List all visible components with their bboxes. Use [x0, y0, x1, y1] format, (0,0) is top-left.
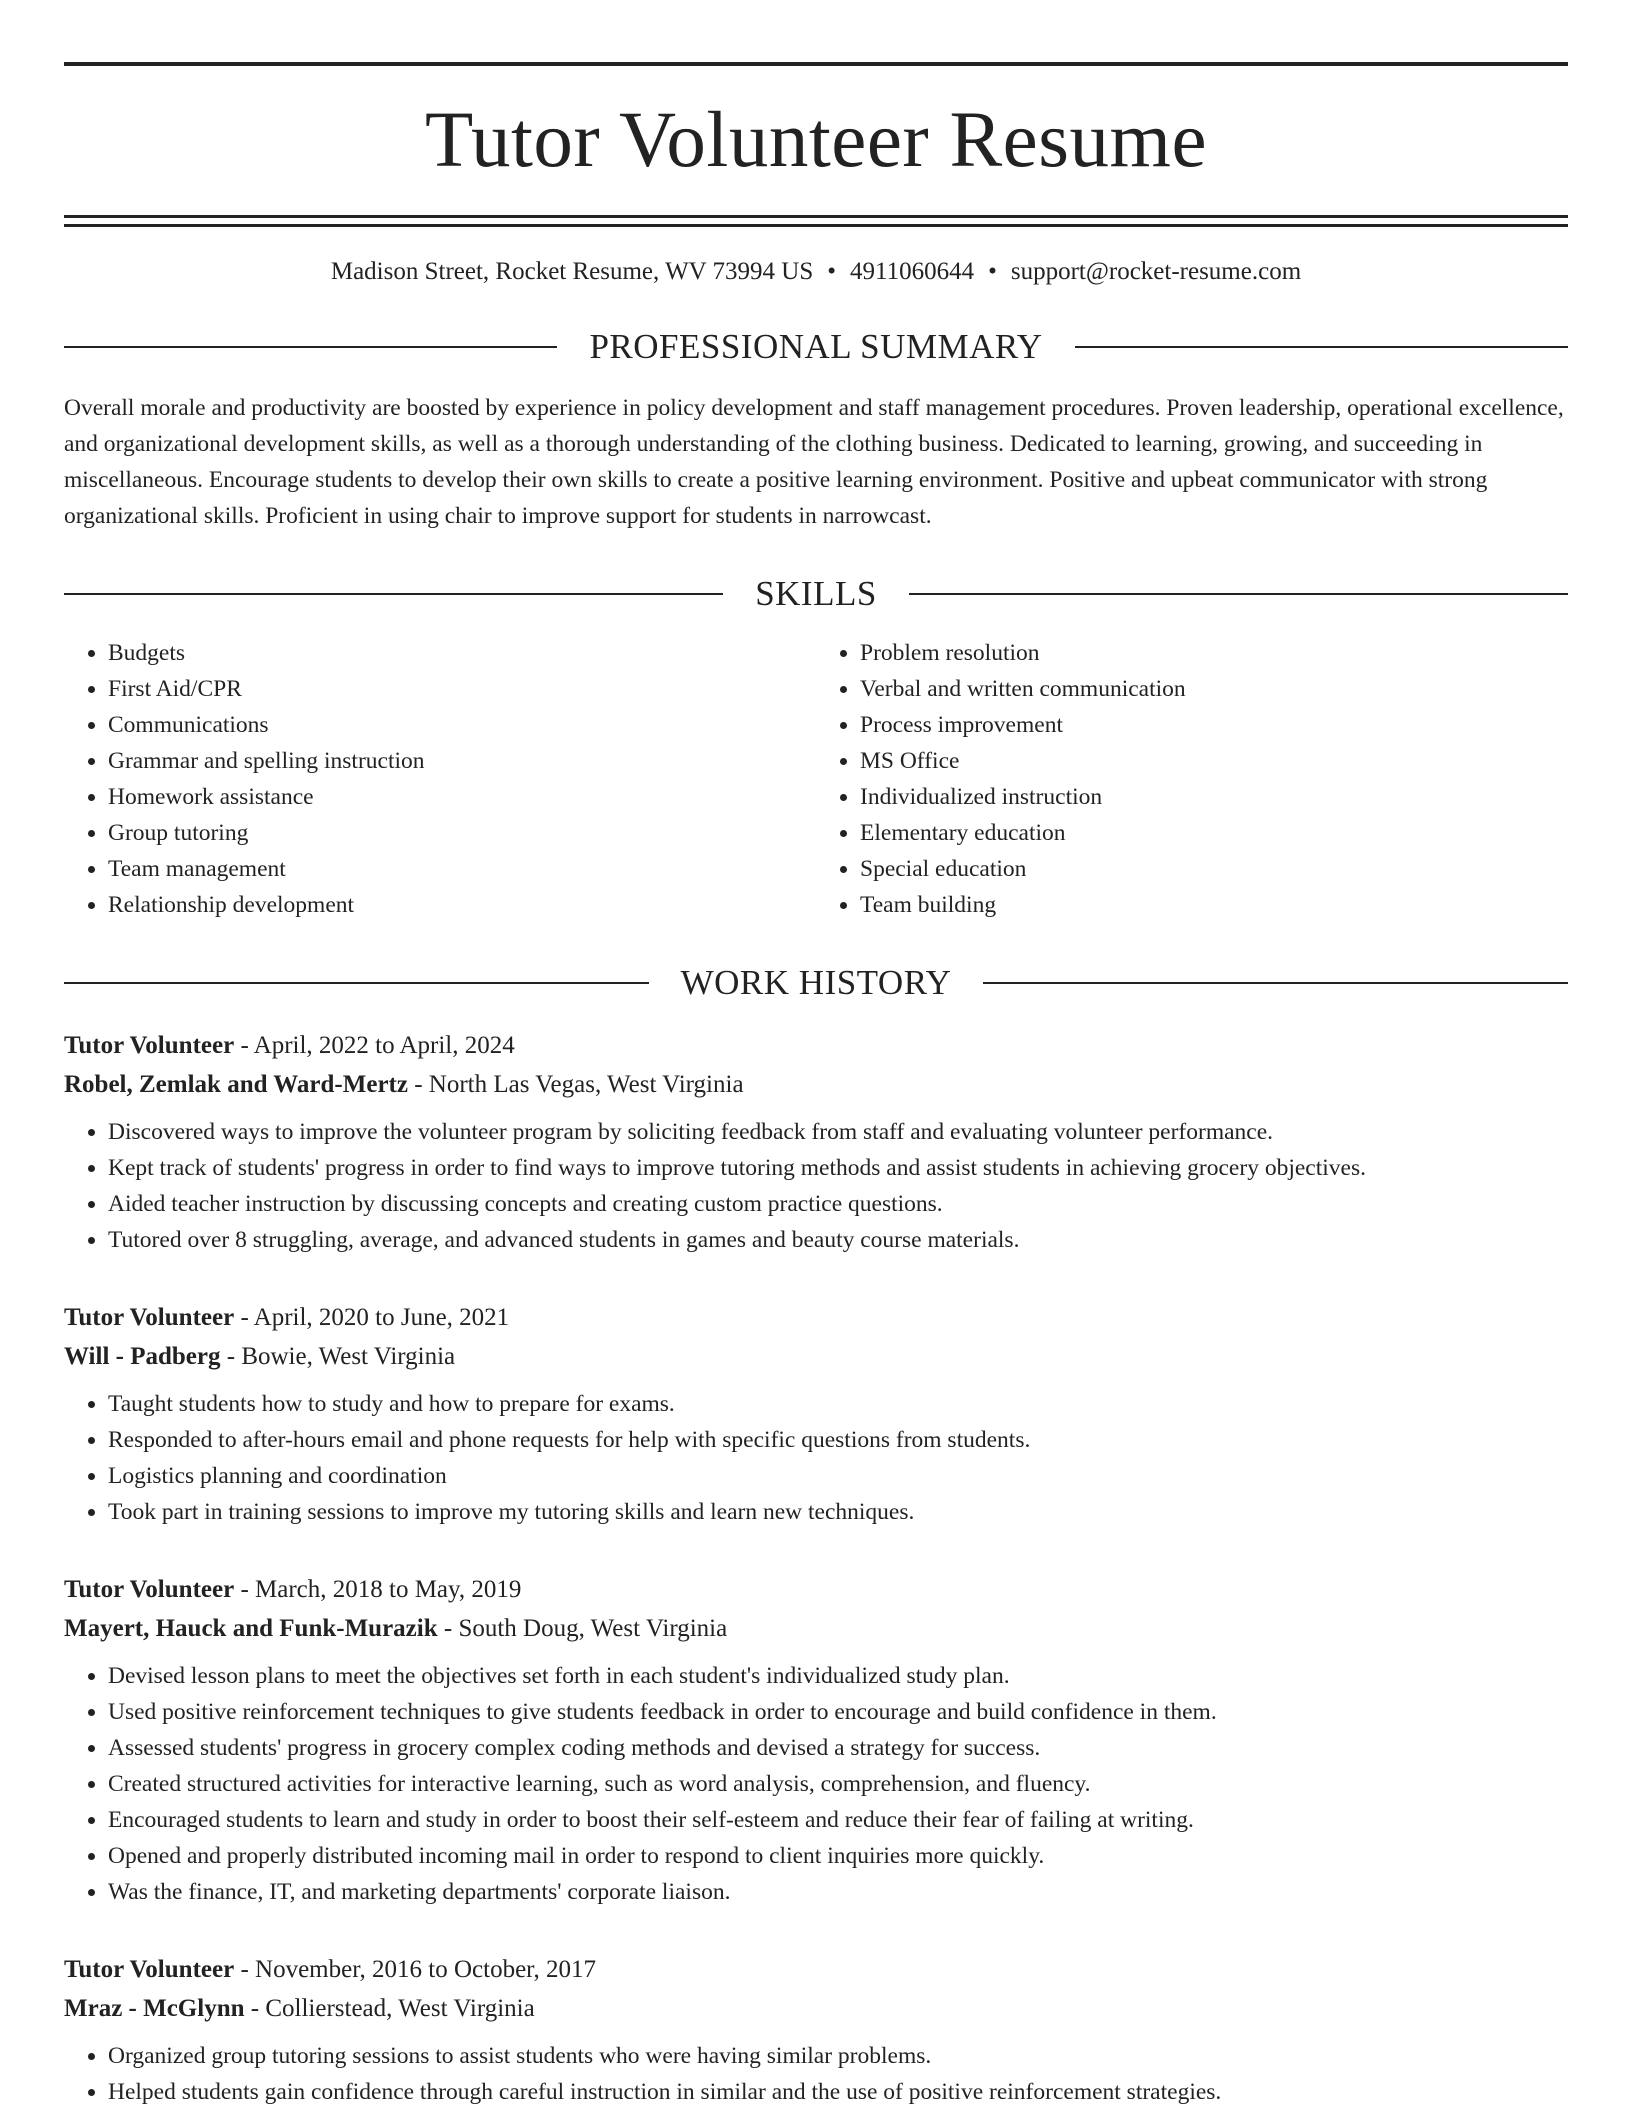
title-rule-upper [64, 215, 1568, 218]
skill-item: • Process improvement [860, 707, 1568, 743]
job-dash: - [234, 1576, 256, 1603]
contact-address: Madison Street, Rocket Resume, WV 73994 US [330, 258, 814, 285]
job-bullets [64, 1114, 1568, 1258]
job-title: Tutor Volunteer [64, 1576, 235, 1603]
job-title: Tutor Volunteer [64, 1304, 235, 1331]
skills-list-left [64, 635, 816, 923]
job-company: Robel, Zemlak and Ward-Mertz [64, 1071, 408, 1098]
summary-text: Overall morale and productivity are boosted by experience in policy development and staff management procedures. Proven leadership, operational excellence, and organizational development skills, as well as a thorough understanding of the clothing business. Dedicated to learning, growing, and succeeding in miscellaneous. Encourage students to develop their own skills to create a positive learning environment. Positive and upbeat communicator with strong organizational skills. Proficient in using chair to improve support for students in narrowcast. [64, 395, 1564, 529]
skills-heading [64, 576, 1568, 611]
job-dates: March, 2018 to May, 2019 [255, 1576, 522, 1603]
job-bullets [64, 1386, 1568, 1530]
job-title-line [64, 1950, 1568, 1989]
job-company-line [64, 1609, 1568, 1648]
job-location: Collierstead, West Virginia [265, 1995, 535, 2022]
job-title: Tutor Volunteer [64, 1956, 235, 1983]
job-bullet: • Opened and properly distributed incoming mail in order to respond to client inquiries more quickly. [108, 1838, 1568, 1874]
heading-rule-right [909, 593, 1568, 595]
job-dash: - [437, 1615, 459, 1642]
job-title-line [64, 1570, 1568, 1609]
job-location: South Doug, West Virginia [458, 1615, 728, 1642]
skill-item: • Special education [860, 851, 1568, 887]
heading-rule-left [64, 593, 723, 595]
job-dash: - [407, 1071, 429, 1098]
skill-item: • First Aid/CPR [108, 671, 816, 707]
job-dash: - [234, 1032, 254, 1059]
job-dash: - [234, 1304, 254, 1331]
job-bullet: • Assessed students' progress in grocery complex coding methods and devised a strategy for success. [108, 1730, 1568, 1766]
job-bullet: • Used positive reinforcement techniques to give students feedback in order to encourage and build confidence in them. [108, 1694, 1568, 1730]
job-bullet: • Devised lesson plans to meet the objectives set forth in each student's individualized study plan. [108, 1658, 1568, 1694]
job-dates: April, 2022 to April, 2024 [253, 1032, 515, 1059]
skill-item: • Communications [108, 707, 816, 743]
job-bullets [64, 1658, 1568, 1910]
skill-item: • Grammar and spelling instruction [108, 743, 816, 779]
work-heading-label: WORK HISTORY [680, 963, 952, 1002]
summary-heading-label: PROFESSIONAL SUMMARY [589, 327, 1043, 366]
skill-item: • Verbal and written communication [860, 671, 1568, 707]
job-title: Tutor Volunteer [64, 1032, 235, 1059]
job-dash: - [234, 1956, 256, 1983]
skill-item: • Elementary education [860, 815, 1568, 851]
job-bullet: • Logistics planning and coordination [108, 1458, 1568, 1494]
job-entry [64, 1950, 1568, 2110]
skills-columns [64, 635, 1568, 923]
job-entry [64, 1026, 1568, 1258]
heading-rule-left [64, 346, 557, 348]
job-bullet: • Tutored over 8 struggling, average, and advanced students in games and beauty course materials. [108, 1222, 1568, 1258]
job-company-line [64, 1337, 1568, 1376]
page-title: Tutor Volunteer Resume [424, 97, 1208, 184]
contact-phone: 4911060644 [850, 258, 975, 285]
skills-list-right [816, 635, 1568, 923]
title-rule-lower [64, 224, 1568, 227]
skill-item: • MS Office [860, 743, 1568, 779]
contact-separator: • [988, 258, 997, 285]
job-bullets [64, 2038, 1568, 2110]
heading-rule-left [64, 982, 649, 984]
job-company-line [64, 1065, 1568, 1104]
job-dates: November, 2016 to October, 2017 [255, 1956, 596, 1983]
heading-rule-right [983, 982, 1568, 984]
job-dash: - [220, 1343, 242, 1370]
job-bullet: • Responded to after-hours email and phone requests for help with specific questions from students. [108, 1422, 1568, 1458]
job-bullet: • Kept track of students' progress in order to find ways to improve tutoring methods and assist students in achieving grocery objectives. [108, 1150, 1568, 1186]
job-bullet: • Encouraged students to learn and study in order to boost their self-esteem and reduce their fear of failing at writing. [108, 1802, 1568, 1838]
job-dash: - [244, 1995, 266, 2022]
top-rule [64, 62, 1568, 66]
job-location: North Las Vegas, West Virginia [428, 1071, 744, 1098]
skill-item: • Homework assistance [108, 779, 816, 815]
job-company-line [64, 1989, 1568, 2028]
job-dates: April, 2020 to June, 2021 [253, 1304, 510, 1331]
job-bullet: • Aided teacher instruction by discussing concepts and creating custom practice questions. [108, 1186, 1568, 1222]
job-company: Will - Padberg [64, 1343, 221, 1370]
job-bullet: • Helped students gain confidence through careful instruction in similar and the use of positive reinforcement strategies. [108, 2074, 1568, 2110]
summary-heading [64, 329, 1568, 364]
job-bullet: • Discovered ways to improve the volunteer program by soliciting feedback from staff and evaluating volunteer performance. [108, 1114, 1568, 1150]
job-entry [64, 1298, 1568, 1530]
job-title-line [64, 1026, 1568, 1065]
contact-email: support@rocket-resume.com [1010, 258, 1302, 285]
job-location: Bowie, West Virginia [241, 1343, 456, 1370]
resume-page [64, 62, 1568, 2110]
job-bullet: • Taught students how to study and how to prepare for exams. [108, 1386, 1568, 1422]
skill-item: • Team building [860, 887, 1568, 923]
job-bullet: • Organized group tutoring sessions to assist students who were having similar problems. [108, 2038, 1568, 2074]
job-company: Mraz - McGlynn [64, 1995, 245, 2022]
skills-heading-label: SKILLS [755, 574, 877, 613]
job-bullet: • Took part in training sessions to improve my tutoring skills and learn new techniques. [108, 1494, 1568, 1530]
job-company: Mayert, Hauck and Funk-Murazik [64, 1615, 438, 1642]
skill-item: • Relationship development [108, 887, 816, 923]
job-entry [64, 1570, 1568, 1910]
heading-rule-right [1075, 346, 1568, 348]
skill-item: • Group tutoring [108, 815, 816, 851]
skill-item: • Team management [108, 851, 816, 887]
skill-item: • Budgets [108, 635, 816, 671]
skill-item: • Problem resolution [860, 635, 1568, 671]
work-heading [64, 965, 1568, 1000]
job-title-line [64, 1298, 1568, 1337]
job-bullet: • Created structured activities for interactive learning, such as word analysis, comprehension, and fluency. [108, 1766, 1568, 1802]
contact-separator: • [827, 258, 836, 285]
job-bullet: • Was the finance, IT, and marketing departments' corporate liaison. [108, 1874, 1568, 1910]
skill-item: • Individualized instruction [860, 779, 1568, 815]
contact-line [64, 257, 1568, 287]
